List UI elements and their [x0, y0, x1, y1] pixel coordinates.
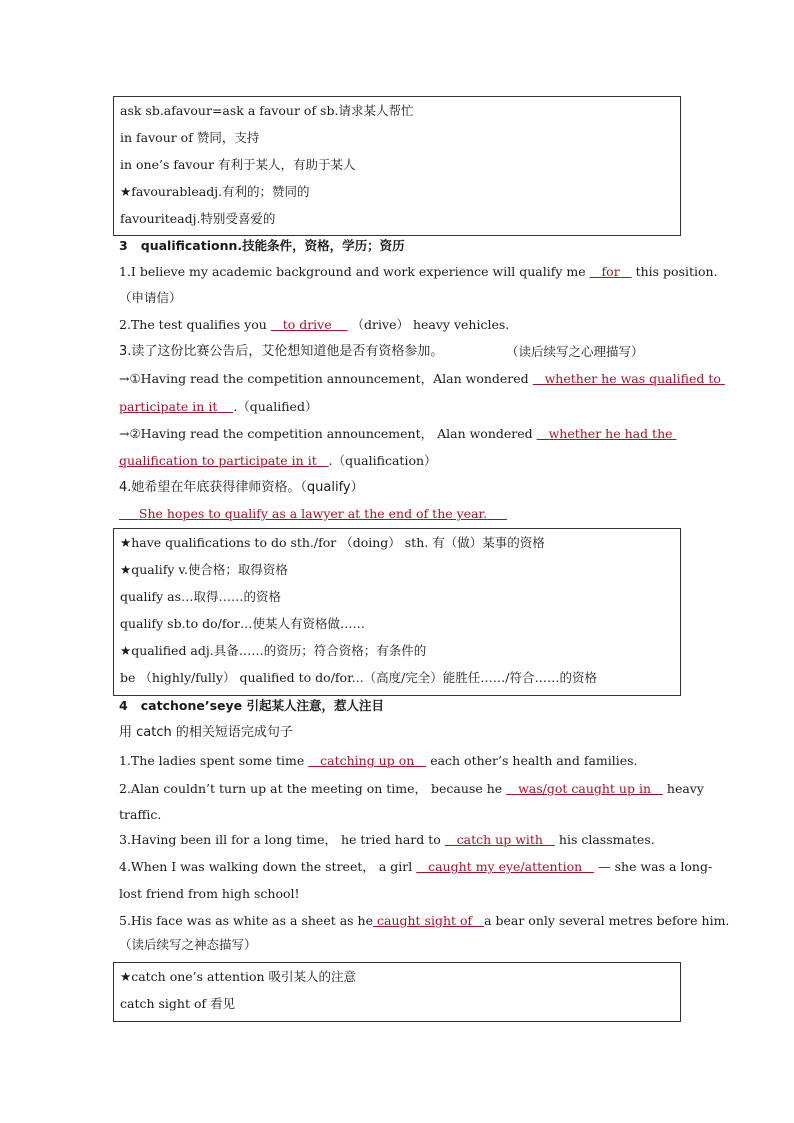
- q1-text: 1.I believe my academic background and work experience will qualify me: [119, 264, 586, 279]
- exercise-s2: [119, 781, 704, 797]
- note-line: ★have qualifications to do sth./for （doing） sth. 有（做）某事的资格: [120, 535, 545, 550]
- s5-text-end: a bear only several metres before him.: [484, 913, 730, 928]
- q1-note: （申请信）: [119, 290, 182, 305]
- s3-text: 3.Having been ill for a long time， he tried hard to: [119, 832, 441, 847]
- answer-blank: [537, 426, 677, 441]
- answer-blank: [416, 859, 594, 874]
- exercise-s4: [119, 859, 712, 875]
- answer-blank: [308, 753, 426, 768]
- answer-blank: [373, 913, 484, 928]
- exercise-q4: 4.她希望在年底获得律师资格。（qualify）: [119, 480, 364, 495]
- s5-note: （读后续写之神态描写）: [119, 937, 257, 952]
- s2-text-end: heavy: [666, 781, 704, 796]
- notes-box-favour: [113, 96, 681, 236]
- exercise-s1: [119, 753, 638, 769]
- answer-blank: [445, 832, 555, 847]
- answer-blank: [119, 453, 329, 468]
- answer-text: whether he was qualified to: [544, 371, 721, 386]
- answer-blank: [119, 506, 507, 521]
- answer-blank: [590, 264, 632, 279]
- s4-text: 4.When I was walking down the street， a girl: [119, 859, 413, 874]
- q2-text: 2.The test qualifies you: [119, 317, 267, 332]
- s4-text-end: — she was a long-: [598, 859, 713, 874]
- q1-text-end: this position.: [635, 264, 718, 279]
- section-heading-3: [119, 238, 405, 254]
- note-line: in favour of 赞同，支持: [120, 130, 260, 145]
- answer-blank: [506, 781, 663, 796]
- q3a-end: .（qualified）: [233, 399, 318, 414]
- q3b-end: .（qualification）: [328, 453, 437, 468]
- answer-text: participate in it: [119, 399, 218, 414]
- notes-box-catch: [113, 962, 681, 1022]
- section-title: catchone’seye 引起某人注意，惹人注目: [140, 698, 385, 713]
- q3-answer-2: [119, 426, 677, 442]
- q3-answer-1-cont: [119, 399, 317, 415]
- q3-note: （读后续写之心理描写）: [506, 344, 644, 359]
- note-line: catch sight of 看见: [120, 996, 236, 1011]
- answer-text: qualification to participate in it: [119, 453, 317, 468]
- section-heading-4: [119, 698, 384, 714]
- answer-text: caught sight of: [376, 913, 473, 928]
- note-line: be （highly/fully） qualified to do/for...（高度/完全）能胜任……/符合……的资格: [120, 670, 598, 685]
- q3-answer-2-cont: [119, 453, 437, 469]
- note-line: ask sb.afavour=ask a favour of sb.请求某人帮忙: [120, 103, 414, 118]
- notes-box-qualify: [113, 528, 681, 696]
- exercise-s3: [119, 832, 655, 848]
- q3-chinese: 3.读了这份比赛公告后，艾伦想知道他是否有资格参加。: [119, 344, 444, 359]
- note-line: favouriteadj.特别受喜爱的: [120, 211, 276, 226]
- q3-answer-1: [119, 371, 725, 387]
- answer-text: was/got caught up in: [518, 781, 651, 796]
- q2-text-end: （drive） heavy vehicles.: [351, 317, 510, 332]
- note-line: qualify as…取得……的资格: [120, 589, 282, 604]
- answer-text: to drive: [282, 317, 332, 332]
- answer-blank: [271, 317, 348, 332]
- s3-text-end: his classmates.: [558, 832, 655, 847]
- section-title: qualificationn.技能条件，资格，学历；资历: [140, 238, 405, 253]
- q3a-text: →①Having read the competition announcement，Alan wondered: [119, 371, 529, 386]
- exercise-s2-cont: traffic.: [119, 807, 162, 822]
- q4-answer: [119, 506, 507, 522]
- exercise-q1: [119, 264, 718, 280]
- note-line: ★catch one’s attention 吸引某人的注意: [120, 969, 357, 984]
- answer-text: for: [601, 264, 620, 279]
- exercise-s5: [119, 913, 729, 929]
- answer-blank: [533, 371, 725, 386]
- note-line: ★favourableadj.有利的；赞同的: [120, 184, 310, 199]
- answer-text: catching up on: [320, 753, 415, 768]
- section-instruction: 用 catch 的相关短语完成句子: [119, 725, 293, 740]
- section-number: 3: [119, 238, 128, 253]
- answer-text: whether he had the: [548, 426, 673, 441]
- answer-text: caught my eye/attention: [428, 859, 583, 874]
- note-line: qualify sb.to do/for…使某人有资格做……: [120, 616, 365, 631]
- exercise-q2: [119, 317, 509, 333]
- exercise-s4-cont: lost friend from high school!: [119, 886, 300, 901]
- answer-blank: [119, 399, 233, 414]
- s1-text: 1.The ladies spent some time: [119, 753, 305, 768]
- note-line: ★qualified adj.具备……的资历；符合资格；有条件的: [120, 643, 427, 658]
- exercise-q3: [119, 344, 443, 360]
- q3b-text: →②Having read the competition announcement， Alan wondered: [119, 426, 533, 441]
- answer-text: catch up with: [456, 832, 543, 847]
- answer-text: She hopes to qualify as a lawyer at the end of the year.: [138, 506, 488, 521]
- note-line: in one’s favour 有利于某人，有助于某人: [120, 157, 356, 172]
- s2-text: 2.Alan couldn’t turn up at the meeting on time， because he: [119, 781, 503, 796]
- section-number: 4: [119, 698, 128, 713]
- s5-text: 5.His face was as white as a sheet as he: [119, 913, 373, 928]
- note-line: ★qualify v.使合格；取得资格: [120, 562, 288, 577]
- s1-text-end: each other’s health and families.: [430, 753, 638, 768]
